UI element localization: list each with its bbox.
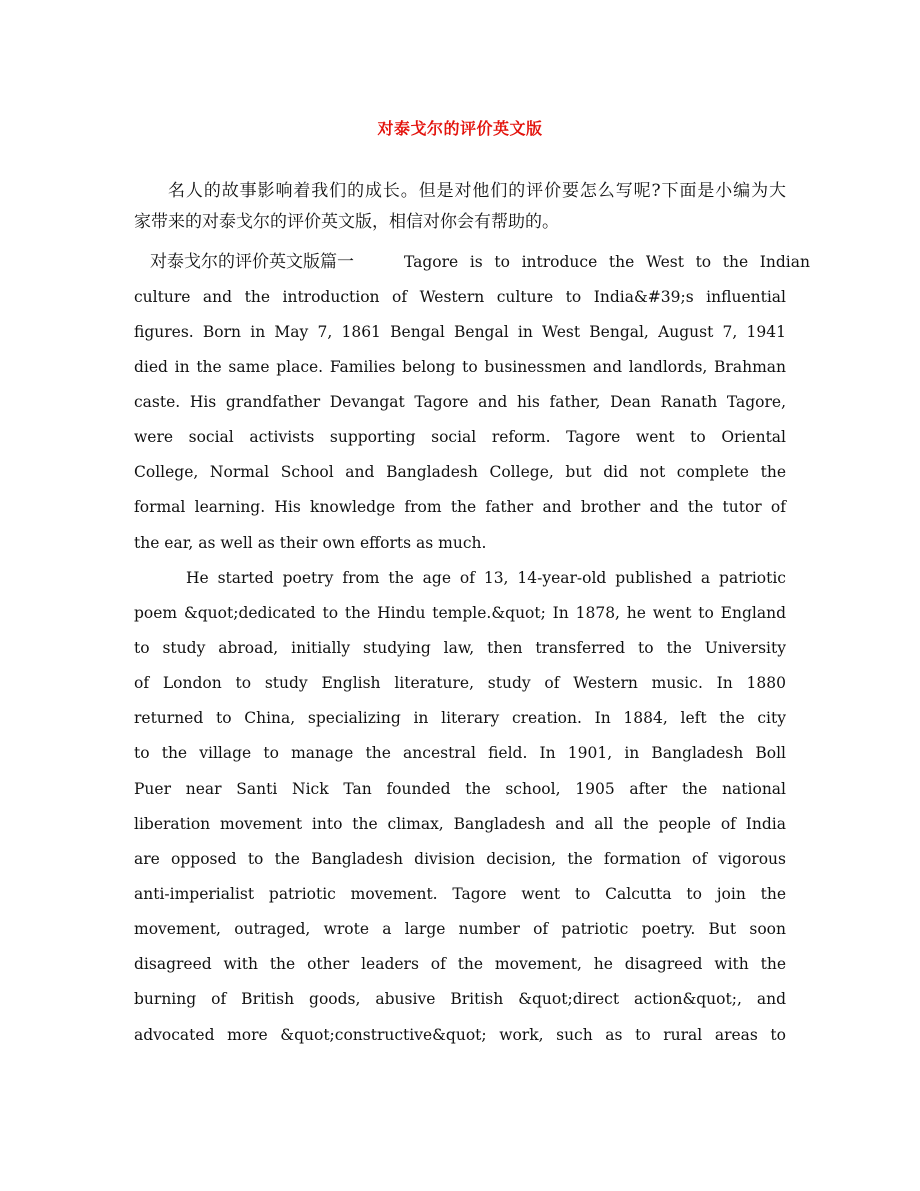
paragraph1-line-5: caste. His grandfather Devangat Tagore and his father, Dean Ranath Tagore, bbox=[134, 393, 786, 411]
paragraph1-line-8: formal learning. His knowledge from the father and brother and the tutor of bbox=[134, 498, 786, 516]
paragraph2-line-13: burning of British goods, abusive British &quot;direct action&quot;, and bbox=[134, 990, 786, 1008]
intro-line-2: 家带来的对泰戈尔的评价英文版，相信对你会有帮助的。 bbox=[134, 212, 559, 232]
paragraph2-line-7: Puer near Santi Nick Tan founded the school, 1905 after the national bbox=[134, 780, 786, 798]
paragraph2-line-11: movement, outraged, wrote a large number of patriotic poetry. But soon bbox=[134, 920, 786, 938]
paragraph2-line-9: are opposed to the Bangladesh division decision, the formation of vigorous bbox=[134, 850, 786, 868]
paragraph2-line-3: to study abroad, initially studying law, then transferred to the University bbox=[134, 639, 786, 657]
paragraph1-line-3: figures. Born in May 7, 1861 Bengal Bengal in West Bengal, August 7, 1941 bbox=[134, 323, 786, 341]
paragraph1-line-7: College, Normal School and Bangladesh College, but did not complete the bbox=[134, 463, 786, 481]
paragraph1-line-9: the ear, as well as their own efforts as much. bbox=[134, 534, 487, 552]
document-title: 对泰戈尔的评价英文版 bbox=[377, 119, 543, 138]
paragraph2-line-14: advocated more &quot;constructive&quot; work, such as to rural areas to bbox=[134, 1026, 786, 1044]
paragraph1-line-2: culture and the introduction of Western culture to India&#39;s influential bbox=[134, 288, 786, 306]
paragraph2-line-1: He started poetry from the age of 13, 14-year-old published a patriotic bbox=[186, 569, 786, 587]
paragraph2-line-4: of London to study English literature, study of Western music. In 1880 bbox=[134, 674, 786, 692]
paragraph1-line-4: died in the same place. Families belong to businessmen and landlords, Brahman bbox=[134, 358, 786, 376]
paragraph2-line-12: disagreed with the other leaders of the movement, he disagreed with the bbox=[134, 955, 786, 973]
paragraph1-line-1: Tagore is to introduce the West to the Indian bbox=[404, 253, 810, 271]
paragraph2-line-8: liberation movement into the climax, Bangladesh and all the people of India bbox=[134, 815, 786, 833]
intro-line-1: 名人的故事影响着我们的成长。但是对他们的评价要怎么写呢?下面是小编为大 bbox=[168, 181, 786, 201]
paragraph2-line-5: returned to China, specializing in literary creation. In 1884, left the city bbox=[134, 709, 786, 727]
paragraph2-line-2: poem &quot;dedicated to the Hindu temple.&quot; In 1878, he went to England bbox=[134, 604, 786, 622]
paragraph1-line-6: were social activists supporting social reform. Tagore went to Oriental bbox=[134, 428, 786, 446]
paragraph2-line-10: anti-imperialist patriotic movement. Tagore went to Calcutta to join the bbox=[134, 885, 786, 903]
section-heading: 对泰戈尔的评价英文版篇一 bbox=[150, 252, 354, 272]
paragraph2-line-6: to the village to manage the ancestral field. In 1901, in Bangladesh Boll bbox=[134, 744, 786, 762]
